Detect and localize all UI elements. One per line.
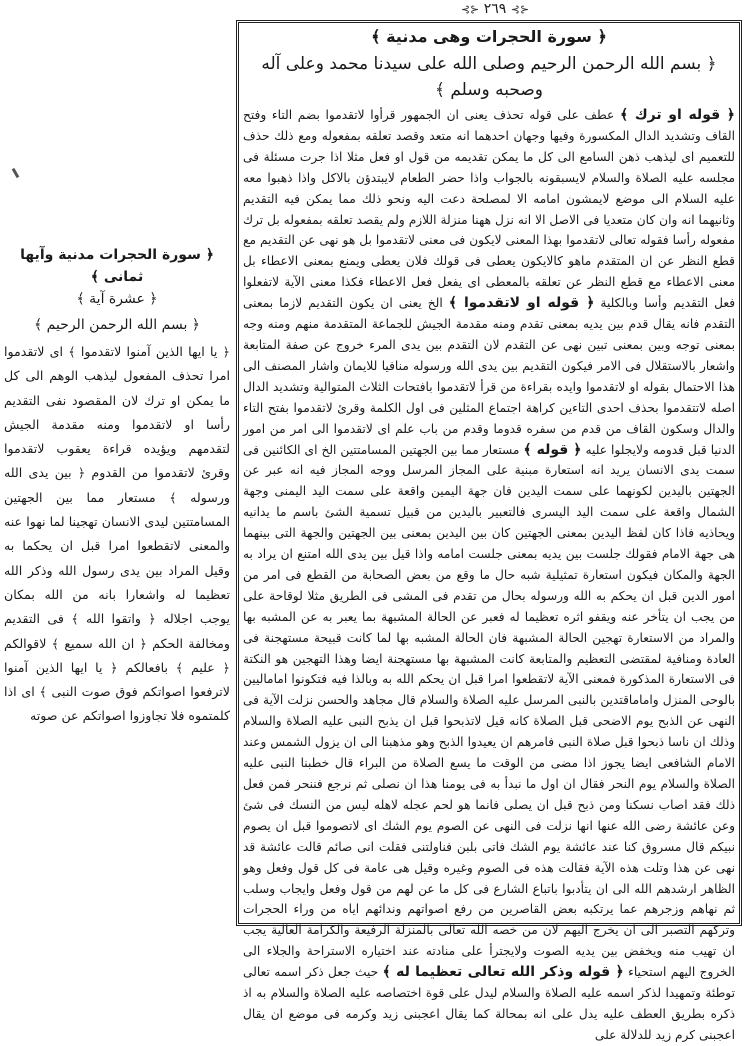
margin-column (4, 244, 230, 924)
commentary-paragraph: عطف على قوله تحذف يعنى ان الجمهور قرأوا لاتقدموا بضم التاء وفتح القاف وتشديد الدال المكسورة وفيها وجهان احدهما انه متعد وقصد تعلقه بمفعوله ومع ذلك حذف للتعميم اى ليذهب ذهن السامع الى كل ما يمكن تقديمه من قول او فعل مثلا اذا جرت مسئلة فى مجلسه عليه الصلاة والسلام لايسبقونه بالجواب واذا حضر الطعام لايبتدؤن بالاكل واذا ذهبوا معه عليه السلام الى موضع لايمشون امامه الا لمصلحة دعت اليه ونحو ذلك مما يمكن فيه التقديم وثانيهما انه وان كان متعديا فى الاصل الا انه نزل ههنا منزلة اللازم ولم يقصد تعلقه بمفعوله بل ترك مفعوله رأسا فقوله تعالى لاتقدموا بهذا المعنى لايكون فى معنى لاتقدموا بل هو نهى عن التقديم مع قطع النظر عن ان المتقدم ماهو كالايكون يعطى فى قولك فلان يعطى ويمنع بمعنى الاعطاء بل معنى الاعطاء مع قطع النظر عن تعلقه بالمعطى اى يفعل فعل الاعطاء فكذا معنى الآية لاتفعلوا فعل التقديم وأسا وبالكلية (243, 108, 736, 311)
commentary-paragraph: الخ يعنى ان يكون التقديم لازما بمعنى التقدم فانه يقال قدم بين يديه بمعنى تقدم ومنه مقدمة الجيش للجماعة المتقدمة منهم ومنه وجه بمعنى توجه وبين بمعنى تبين نهى عن التقدم لان التقدم بين يدى المرء خروج عن صفة المتابعة واشعار بالاستقلال فى الامر فيكون التقديم بين يدى الله ورسوله منافيا للايمان واشار المصنف الى هذا الاحتمال بقوله او لاتقدموا وايده بقراءة من قرأ لاتقدموا بافتحات الثلاث المتوالية وتشديد الدال اصله لاتتقدموا بحذف احدى التاءين كراهة اجتماع المثلين فى اول الكلمة وقرئ لاتقدموا بفتح التاء والدال وسكون القاف من قدم من سفره قدوما وقدم من باب علم اى لاتقدموا الى امر من امور الدنيا قبل قدومه ولايجلوا عليه (243, 296, 735, 457)
page-number-header (245, 0, 745, 18)
surah-heading: ﴿ سورة الحجرات وهى مدنية ﴾ (371, 27, 607, 46)
page-number: ٢٦٩ (483, 1, 507, 17)
margin-verse-count: ﴿ عشرة آية ﴾ (76, 291, 158, 307)
commentary-paragraph: حيث جعل ذكر اسمه تعالى توطئة وتمهيدا لذكر اسمه عليه الصلاة والسلام ليدل على قوة اختصاصه عليه الصلاة والسلام به اذ ذكره بطريق العطف عليه يدل على انه بمحالة كما يقال اعجبنى زيد وكرمه فى موضع ان يقال اعجبنى كرم زيد للدلالة على (243, 965, 735, 1042)
commentary-keyword: ﴿ قوله او لاتقدموا ﴾ (448, 295, 595, 312)
margin-surah-heading: ﴿ سورة الحجرات مدنية وآيها ثمانى ﴾ (20, 247, 214, 285)
commentary-keyword: ﴿ قوله وذكر الله تعالى تعظيما له ﴾ (382, 964, 624, 981)
commentary-keyword: ﴿ قوله او ترك ﴾ (619, 107, 735, 123)
page-ornament-left: ⊰⊱ (510, 3, 530, 16)
commentary-text (243, 105, 735, 1046)
commentary-frame (236, 20, 742, 1042)
basmala-line: ﴿ بسم الله الرحمن الرحيم وصلى الله على سيدنا محمد وعلى آله وصحبه وسلم ﴾ (261, 54, 717, 100)
margin-basmala: ﴿ بسم الله الرحمن الرحيم ﴾ (33, 317, 201, 333)
margin-mark (12, 168, 20, 178)
commentary-keyword: ﴿ قوله ﴾ (523, 441, 582, 458)
commentary-body (243, 25, 736, 1042)
margin-text: ﴿ يا ايها الذين آمنوا لاتقدموا ﴾ اى لاتقدموا امرا تحذف المفعول ليذهب الوهم الى كل ما يمكن او ترك لان المقصود نفى التقديم رأسا او لاتقدموا ومنه مقدمة الجيش لتقدمهم ويؤيده قراءة يعقوب لاتقدموا وقرئ لاتقدموا من القدوم ﴿ بين يدى الله ورسوله ﴾ مستعار مما بين الجهتين المسامتتين ليدى الانسان تهجينا لما نهوا عنه والمعنى لاتقطعوا امرا قبل ان يحكما به وقيل المراد بين يدى رسول الله وذكر الله تعظيما له واشعارا بانه من الله بمكان يوجب اجلاله ﴿ واتقوا الله ﴾ فى التقديم ومخالفة الحكم ﴿ ان الله سميع ﴾ لاقوالكم ﴿ عليم ﴾ بافعالكم ﴿ يا ايها الذين آمنوا لاترفعوا اصواتكم فوق صوت النبى ﴾ اى اذا كلمتموه فلا تجاوزوا اصواتكم عن صوته (4, 344, 230, 724)
page-ornament-right: ⊰⊱ (460, 3, 480, 16)
commentary-paragraph: مستعار مما بين الجهتين المسامتتين الخ اى الكائنين فى سمت يدى الانسان يريد انه استعارة مبنية على المجاز المرسل ووجه المجاز فيه انه عبر عن الجهتين باليدين لكونهما على سمت اليدين فان جهة اليمين واقعة على سمت اليد اليمنى وجهة الشمال واقعة على سمت اليد اليسرى فالتعبير باليدين من قبيل تسمية الشئ باسم ما يدانيه ويحاذيه فاذا كان لفظ اليدين بمعنى الجهتين كان بين اليدين بمعنى بين الجهتين والجهة التى بينهما هى جهة الامام فقولك جلست بين يديه بمعنى جلست امامه واذا قيل بين يدى الله امتنع ان يراد به الجهة والمكان فيكون استعارة تمثيلية شبه حال ما وقع من بعض الصحابة من القطع فى امر من امور الدين قبل ان يحكم به الله ورسوله بحال من تقدم فى المشى فى الطريق مثلا لوقاحة على من يجب ان يتأخر عنه ويقفو اثره تعظيما له فعبر عن الحالة المشبهة بما يعبر به عن المشبه بها والمراد من الاستعارة تهجين الحالة المشبهة فان الحالة المشبه بها لما كانت قبيحة مستهجنة فى العادة ومنافية لمقتضى التعظيم والمتابعة كانت المشبهة بها مستهجنة ايضا وهذا التهجين هو النكتة فى الاستعارة المذكورة فمعنى الآية لاتقطعوا امرا قبل ان يحكم الله به وبالذا فيه فتكونوا اماماليين بالوحى المنزل واماماقتدين بالنبى المرسل عليه الصلاة والسلام قال مجاهد والحسن نزلت الآية فى النهى عن الذبح يوم الاضحى قبل الصلاة كانه قيل لاتذبحوا قبل ان يذبح النبى عليه الصلاة والسلام وذلك ان ناسا ذبحوا قبل صلاة النبى فامرهم ان يعيدوا الذبح وهو مذهبنا الى ان يزول الشمس وعند الامام الشافعى ايضا يجوز اذا مضى من الوقت ما يسع الصلاة من البراء قال خطبنا النبى عليه الصلاة والسلام يوم النحر فقال ان اول ما نبدأ به فى يومنا هذا ان نصلى ثم نرجع فننحر فمن فعل ذلك فقد اصاب نسكنا ومن ذبح قبل ان يصلى فانما هو لحم عجله لاهله ليس من النسك فى شئ وعن عائشة رضى الله عنها انها نزلت فى النهى عن الصوم يوم الشك اى لاتصوموا قبل ان يصوم نبيكم قال مسروق كنا عند عائشة يوم الشك فاتى بلبن فناولتنى فقلت انى صائم قالت عائشة قد نهى عن هذا وتلت هذه الآية فقالت هذه فى الصوم وغيره وقيل هى عامة فى كل قول وفعل وهو الظاهر ارشدهم الله الى ان يتأدبوا باتباع الشارع فى كل ما عن لهم من قول وفعل وايجاب وسلب ثم نهاهم وزجرهم عما يرتكبه بعض القاصرين من رفع اصواتهم وندائهم اياه من وراء الحجرات وتركهم التصبر الى ان يخرج اليهم لان من خصه الله تعالى بالمنزلة الرفيعة والكرامة العالية يجب ان تهيب منه ويخفض بين يديه الصوت ولايجترأ على منادته عند اختياره الاستراحة والجلاء الى الخروج اليهم استحياء (243, 442, 736, 980)
